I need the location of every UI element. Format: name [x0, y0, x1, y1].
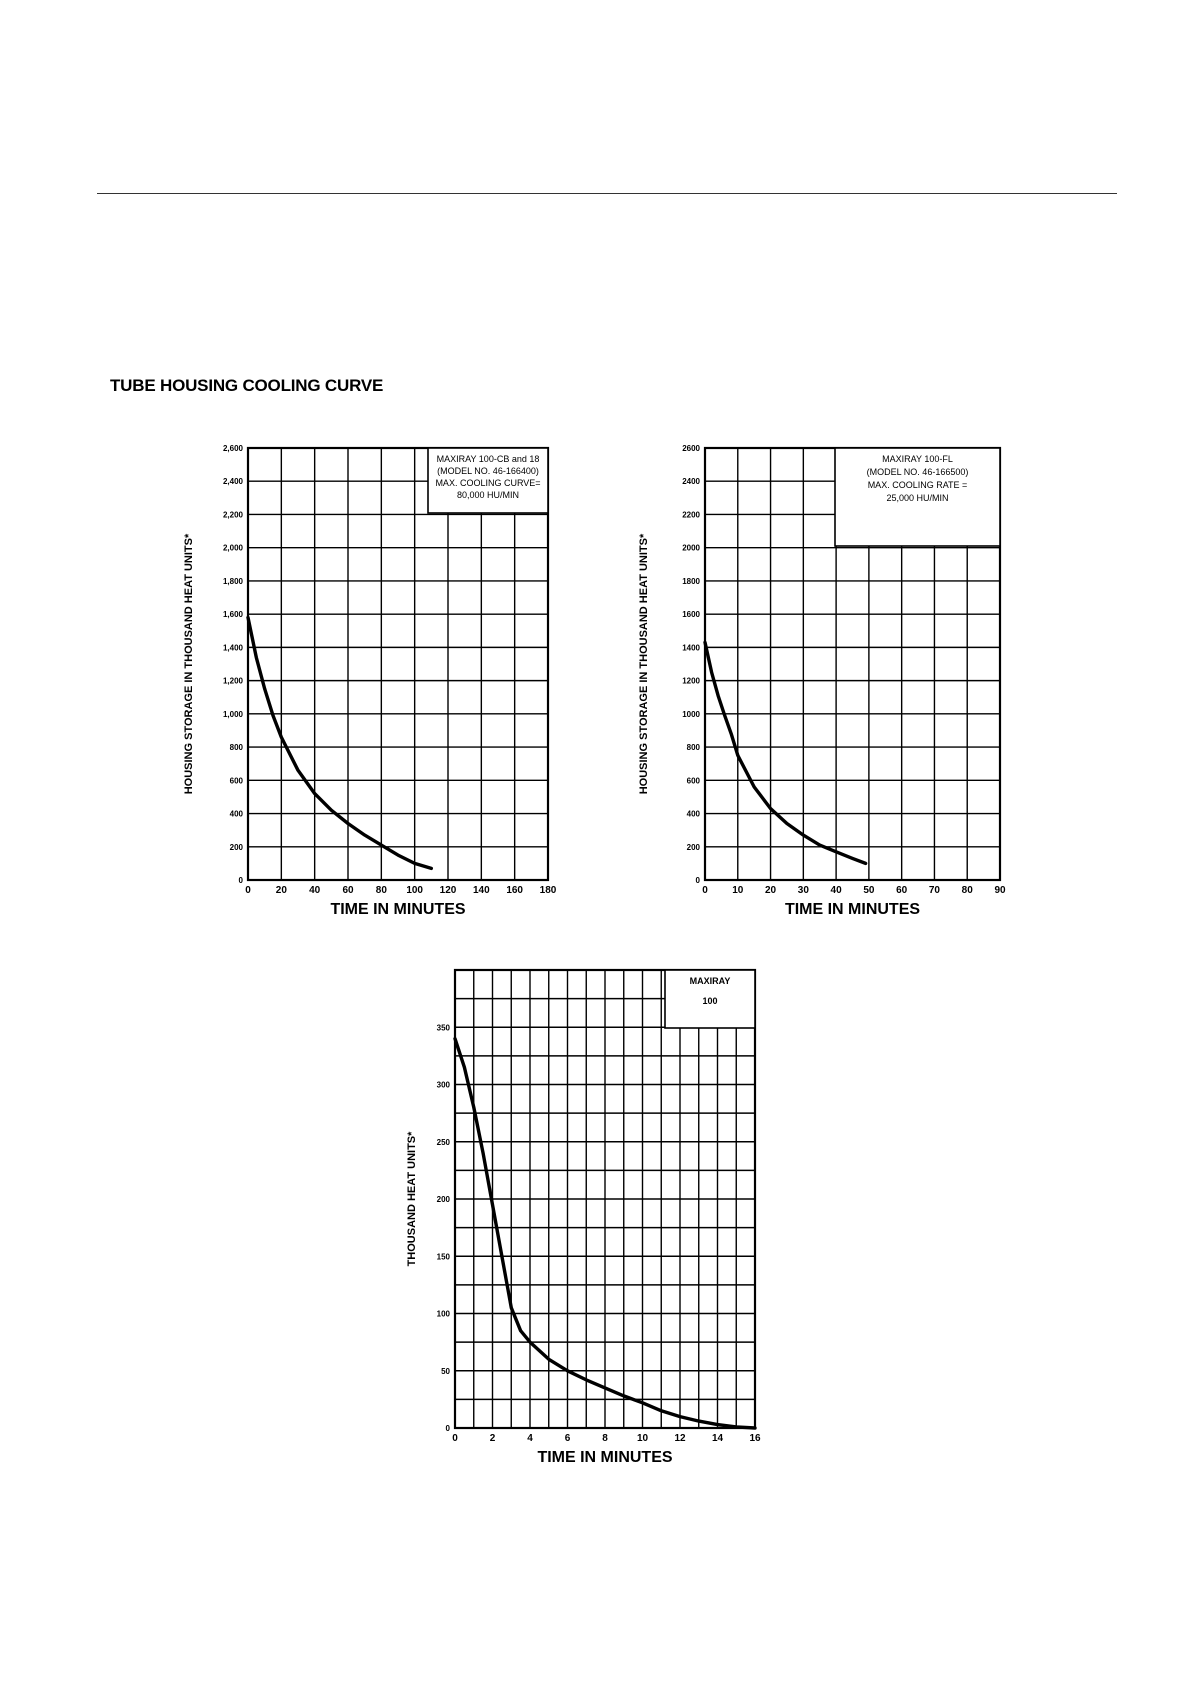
annotation-line: MAX. COOLING RATE =: [867, 480, 968, 490]
y-tick-label: 200: [229, 842, 243, 852]
y-tick-label: 150: [436, 1252, 450, 1262]
y-axis-label: HOUSING STORAGE IN THOUSAND HEAT UNITS*: [183, 533, 195, 795]
y-tick-label: 2400: [682, 477, 700, 487]
y-tick-label: 1,400: [222, 643, 243, 653]
y-tick-label: 2,600: [222, 444, 243, 453]
x-tick-label: 40: [309, 885, 321, 896]
y-tick-label: 50: [441, 1366, 450, 1376]
y-axis-label: THOUSAND HEAT UNITS*: [406, 1131, 418, 1267]
x-tick-label: 8: [602, 1433, 608, 1444]
x-tick-label: 20: [764, 885, 777, 896]
y-tick-label: 1200: [682, 676, 700, 686]
y-tick-label: 1,600: [222, 610, 243, 620]
y-tick-label: 2,200: [222, 510, 243, 520]
y-tick-label: 2200: [682, 510, 700, 520]
x-tick-label: 120: [439, 885, 457, 896]
y-tick-label: 2,400: [222, 477, 243, 487]
y-tick-label: 600: [229, 776, 243, 786]
x-tick-label: 70: [928, 885, 941, 896]
annotation-line: MAX. COOLING CURVE=: [435, 478, 541, 488]
x-tick-label: 180: [539, 885, 557, 896]
x-tick-label: 0: [245, 885, 251, 896]
x-tick-label: 0: [452, 1433, 458, 1444]
y-tick-label: 2600: [682, 444, 700, 453]
y-tick-label: 1000: [682, 709, 700, 719]
header-rule: [97, 193, 1117, 194]
annotation-line: MAXIRAY 100-CB and 18: [436, 454, 540, 464]
x-tick-label: 10: [732, 885, 744, 896]
x-tick-label: 2: [489, 1433, 496, 1444]
y-tick-label: 0: [445, 1424, 450, 1433]
section-title: TUBE HOUSING COOLING CURVE: [110, 376, 384, 395]
y-tick-label: 0: [695, 876, 700, 885]
y-tick-label: 0: [238, 876, 243, 885]
cooling-chart-fl: [625, 420, 1015, 920]
x-tick-label: 40: [830, 885, 842, 896]
annotation-line: 25,000 HU/MIN: [886, 493, 949, 503]
y-tick-label: 800: [229, 743, 243, 753]
y-tick-label: 1800: [682, 576, 700, 586]
x-tick-label: 12: [674, 1433, 686, 1444]
x-tick-label: 100: [406, 885, 424, 896]
x-axis-label: TIME IN MINUTES: [330, 901, 466, 918]
x-tick-label: 4: [527, 1433, 533, 1444]
y-tick-label: 800: [686, 743, 700, 753]
y-tick-label: 1,000: [222, 709, 243, 719]
y-tick-label: 100: [436, 1309, 450, 1319]
y-tick-label: 2,000: [222, 543, 243, 553]
y-tick-label: 400: [686, 809, 700, 819]
x-axis-label: TIME IN MINUTES: [537, 1449, 673, 1466]
annotation-line: MAXIRAY 100-FL: [882, 454, 953, 464]
y-tick-label: 1600: [682, 610, 700, 620]
y-tick-label: 600: [686, 776, 700, 786]
y-tick-label: 400: [229, 809, 243, 819]
x-tick-label: 50: [863, 885, 875, 896]
x-tick-label: 80: [375, 885, 387, 896]
x-tick-label: 20: [275, 885, 287, 896]
y-tick-label: 250: [436, 1137, 450, 1147]
x-tick-label: 16: [749, 1433, 761, 1444]
x-tick-label: 30: [797, 885, 809, 896]
y-tick-label: 300: [436, 1080, 450, 1090]
annotation-line: 80,000 HU/MIN: [456, 490, 520, 500]
x-tick-label: 80: [961, 885, 973, 896]
annotation-line: (MODEL NO. 46-166500): [866, 467, 969, 477]
annotation-line: MAXIRAY: [689, 976, 731, 986]
x-tick-label: 90: [994, 885, 1006, 896]
y-tick-label: 1400: [682, 643, 700, 653]
y-tick-label: 1,800: [222, 576, 243, 586]
cooling-chart-cb18: [170, 420, 570, 920]
x-tick-label: 60: [342, 885, 354, 896]
y-tick-label: 1,200: [222, 676, 243, 686]
annotation-line: (MODEL NO. 46-166400): [437, 466, 539, 476]
x-tick-label: 0: [702, 885, 708, 896]
y-axis-label: HOUSING STORAGE IN THOUSAND HEAT UNITS*: [638, 533, 650, 795]
x-tick-label: 6: [564, 1433, 571, 1444]
x-tick-label: 60: [896, 885, 908, 896]
x-tick-label: 140: [472, 885, 490, 896]
cooling-chart-maxiray100: [395, 940, 795, 1480]
y-tick-label: 2000: [682, 543, 700, 553]
y-tick-label: 350: [436, 1023, 450, 1033]
y-tick-label: 200: [686, 842, 700, 852]
annotation-line: 100: [702, 996, 718, 1006]
x-tick-label: 14: [711, 1433, 724, 1444]
x-tick-label: 10: [636, 1433, 649, 1444]
y-tick-label: 200: [436, 1195, 450, 1204]
x-axis-label: TIME IN MINUTES: [784, 901, 921, 918]
x-tick-label: 160: [506, 885, 524, 896]
